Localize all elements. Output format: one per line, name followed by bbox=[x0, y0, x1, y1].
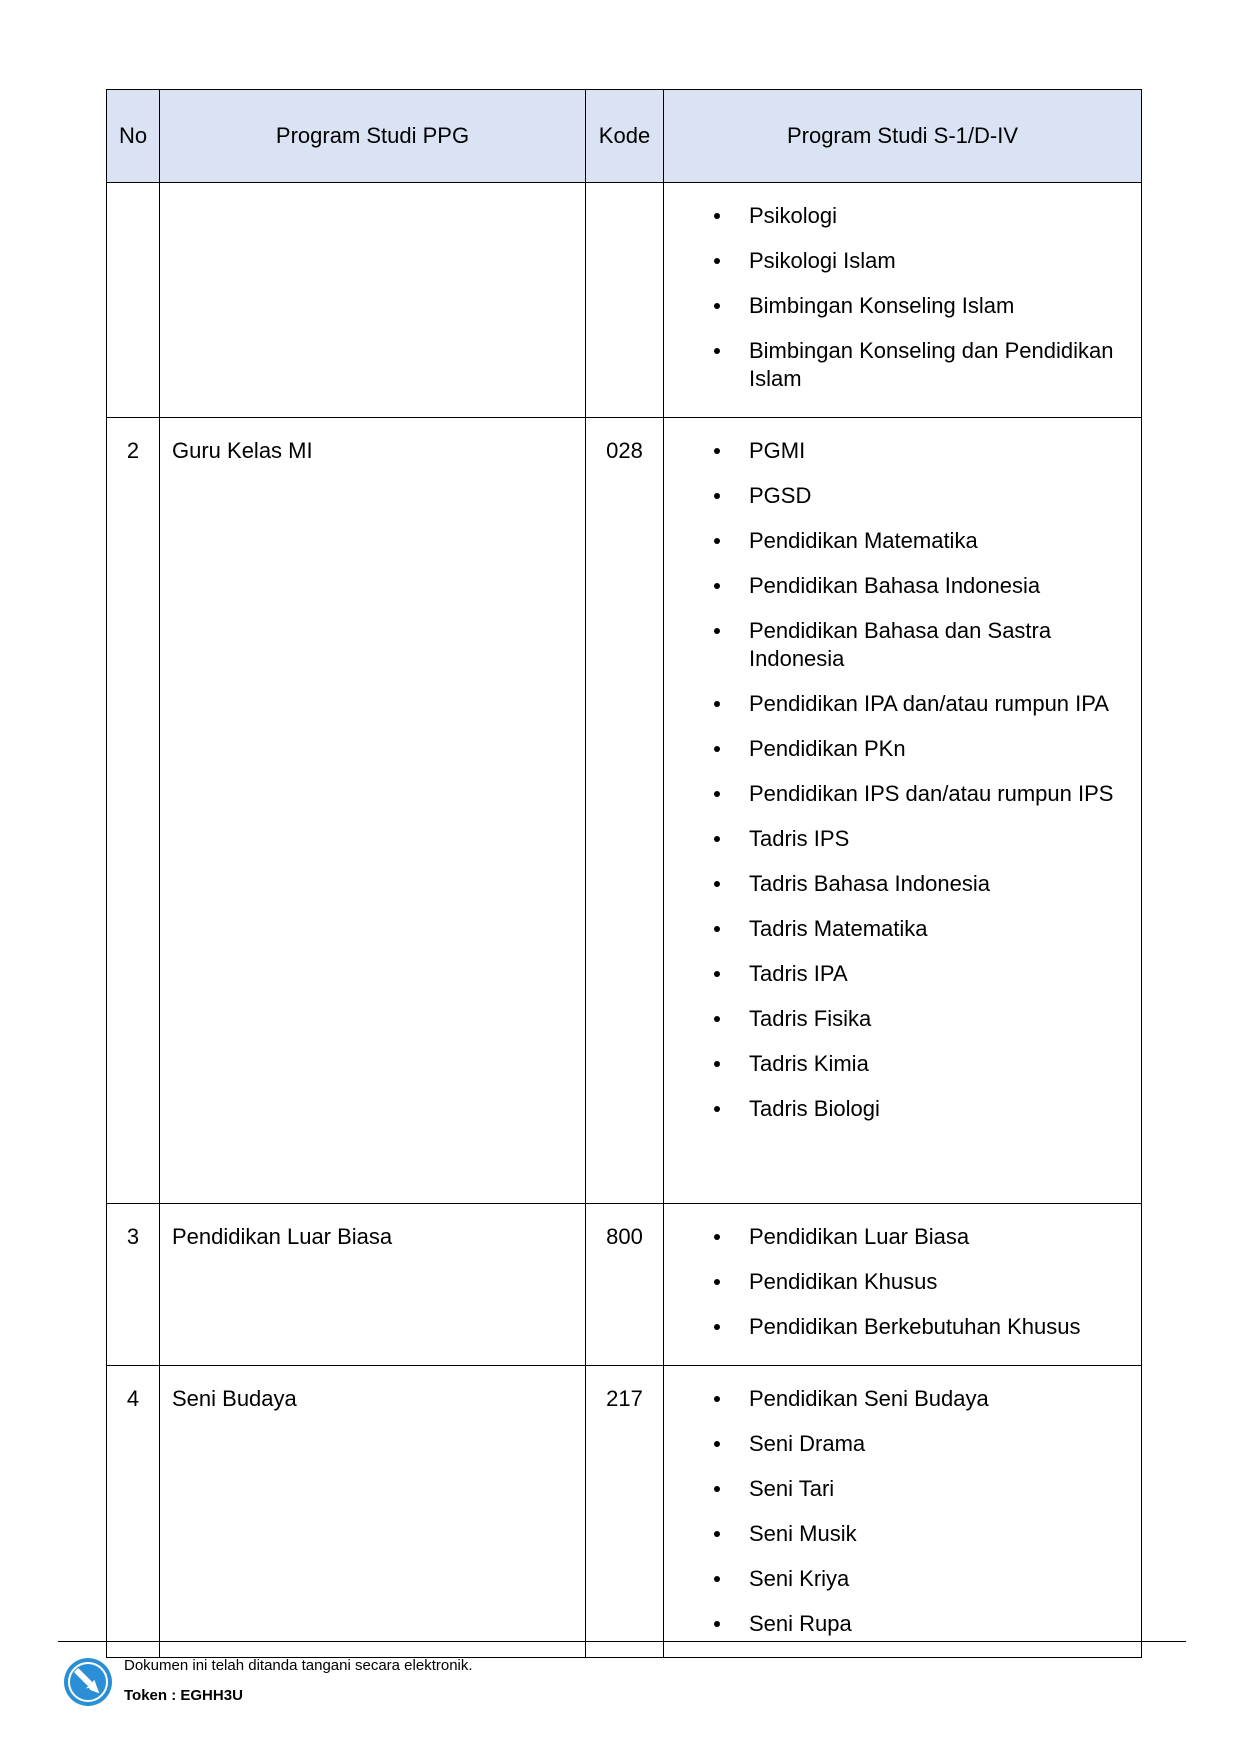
cell-kode: 028 bbox=[586, 418, 664, 1204]
cell-no: 2 bbox=[107, 418, 160, 1204]
list-item: Pendidikan Bahasa Indonesia bbox=[664, 572, 1131, 600]
list-item: Seni Kriya bbox=[664, 1565, 1131, 1593]
list-item: Psikologi bbox=[664, 202, 1131, 230]
list-item: Tadris Matematika bbox=[664, 915, 1131, 943]
cell-program: Seni Budaya bbox=[160, 1366, 586, 1658]
s1-program-list bbox=[664, 1385, 1131, 1638]
cell-kode: 217 bbox=[586, 1366, 664, 1658]
header-s1: Program Studi S-1/D-IV bbox=[664, 90, 1142, 183]
cell-no: 4 bbox=[107, 1366, 160, 1658]
cell-no bbox=[107, 183, 160, 418]
header-program: Program Studi PPG bbox=[160, 90, 586, 183]
list-item: Seni Rupa bbox=[664, 1610, 1131, 1638]
list-item: Pendidikan Matematika bbox=[664, 527, 1131, 555]
header-no: No bbox=[107, 90, 160, 183]
list-item: Pendidikan PKn bbox=[664, 735, 1131, 763]
s1-program-list bbox=[664, 437, 1131, 1123]
list-item: Seni Drama bbox=[664, 1430, 1131, 1458]
cell-program bbox=[160, 183, 586, 418]
list-item: Pendidikan IPA dan/atau rumpun IPA bbox=[664, 690, 1131, 718]
list-item: Pendidikan Berkebutuhan Khusus bbox=[664, 1313, 1131, 1341]
list-item: Seni Musik bbox=[664, 1520, 1131, 1548]
cell-kode: 800 bbox=[586, 1204, 664, 1366]
list-item: Pendidikan IPS dan/atau rumpun IPS bbox=[664, 780, 1131, 808]
cell-program: Guru Kelas MI bbox=[160, 418, 586, 1204]
table-row bbox=[107, 1204, 1142, 1366]
token-label: Token : EGHH3U bbox=[124, 1687, 243, 1704]
table-header-row bbox=[107, 90, 1142, 183]
list-item: Bimbingan Konseling Islam bbox=[664, 292, 1131, 320]
list-item: Tadris IPA bbox=[664, 960, 1131, 988]
list-item: Pendidikan Khusus bbox=[664, 1268, 1131, 1296]
cell-s1-programs bbox=[664, 418, 1142, 1204]
cell-no: 3 bbox=[107, 1204, 160, 1366]
cell-s1-programs bbox=[664, 1204, 1142, 1366]
list-item: PGSD bbox=[664, 482, 1131, 510]
signature-note: Dokumen ini telah ditanda tangani secara elektronik. bbox=[124, 1657, 473, 1674]
cell-program: Pendidikan Luar Biasa bbox=[160, 1204, 586, 1366]
s1-program-list bbox=[664, 1223, 1131, 1341]
list-item: Seni Tari bbox=[664, 1475, 1131, 1503]
program-table bbox=[106, 89, 1142, 1658]
list-item: Pendidikan Bahasa dan Sastra Indonesia bbox=[664, 617, 1131, 673]
table-row bbox=[107, 183, 1142, 418]
list-item: Tadris Kimia bbox=[664, 1050, 1131, 1078]
table-row bbox=[107, 418, 1142, 1204]
cell-s1-programs bbox=[664, 1366, 1142, 1658]
list-item: Tadris IPS bbox=[664, 825, 1131, 853]
list-item: Pendidikan Luar Biasa bbox=[664, 1223, 1131, 1251]
list-item: Psikologi Islam bbox=[664, 247, 1131, 275]
footer-divider bbox=[58, 1641, 1186, 1642]
cell-s1-programs bbox=[664, 183, 1142, 418]
pen-nib-seal-icon bbox=[62, 1656, 114, 1708]
list-item: Tadris Biologi bbox=[664, 1095, 1131, 1123]
table-row bbox=[107, 1366, 1142, 1658]
list-item: Pendidikan Seni Budaya bbox=[664, 1385, 1131, 1413]
cell-kode bbox=[586, 183, 664, 418]
list-item: PGMI bbox=[664, 437, 1131, 465]
list-item: Tadris Fisika bbox=[664, 1005, 1131, 1033]
header-kode: Kode bbox=[586, 90, 664, 183]
list-item: Bimbingan Konseling dan Pendidikan Islam bbox=[664, 337, 1131, 393]
s1-program-list bbox=[664, 202, 1131, 393]
list-item: Tadris Bahasa Indonesia bbox=[664, 870, 1131, 898]
